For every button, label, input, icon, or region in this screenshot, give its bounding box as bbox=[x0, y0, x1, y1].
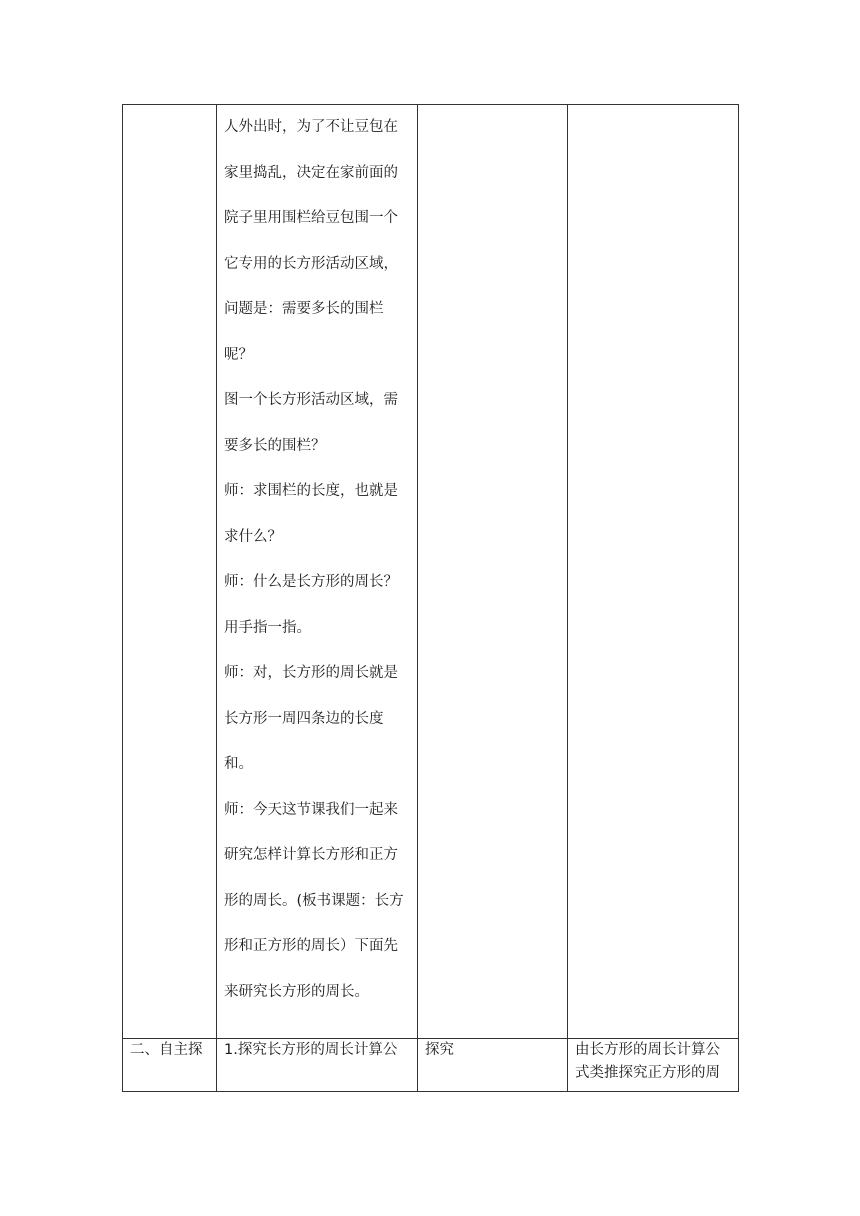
content-paragraph: 师：今天这节课我们一起来研究怎样计算长方形和正方形的周长。(板书课题：长方形和正方形的周长）下面先来研究长方形的周长。 bbox=[224, 801, 404, 1000]
design-intent-cell bbox=[568, 105, 739, 1039]
content-paragraph: 师：什么是长方形的周长？用手指一指。 bbox=[224, 574, 398, 636]
design-intent-cell: 由长方形的周长计算公式类推探究正方形的周 bbox=[568, 1039, 739, 1092]
teaching-content-cell bbox=[217, 105, 418, 1039]
table-row bbox=[123, 1039, 739, 1092]
stage-cell bbox=[123, 105, 217, 1039]
content-paragraph: 人外出时，为了不让豆包在家里捣乱，决定在家前面的院子里用围栏给豆包围一个它专用的长方形活动区域，问题是：需要多长的围栏呢？ bbox=[224, 119, 398, 363]
student-activity-cell bbox=[418, 105, 568, 1039]
lesson-plan-table bbox=[122, 104, 739, 1092]
stage-cell: 二、自主探 bbox=[123, 1039, 217, 1092]
teaching-content-cell: 1.探究长方形的周长计算公 bbox=[217, 1039, 418, 1092]
table-row bbox=[123, 105, 739, 1039]
student-activity-cell: 探究 bbox=[418, 1039, 568, 1092]
content-paragraph: 师：对，长方形的周长就是长方形一周四条边的长度和。 bbox=[224, 665, 398, 772]
content-paragraph: 师：求围栏的长度，也就是求什么？ bbox=[224, 483, 398, 545]
content-paragraph: 图一个长方形活动区域，需要多长的围栏？ bbox=[224, 392, 398, 454]
